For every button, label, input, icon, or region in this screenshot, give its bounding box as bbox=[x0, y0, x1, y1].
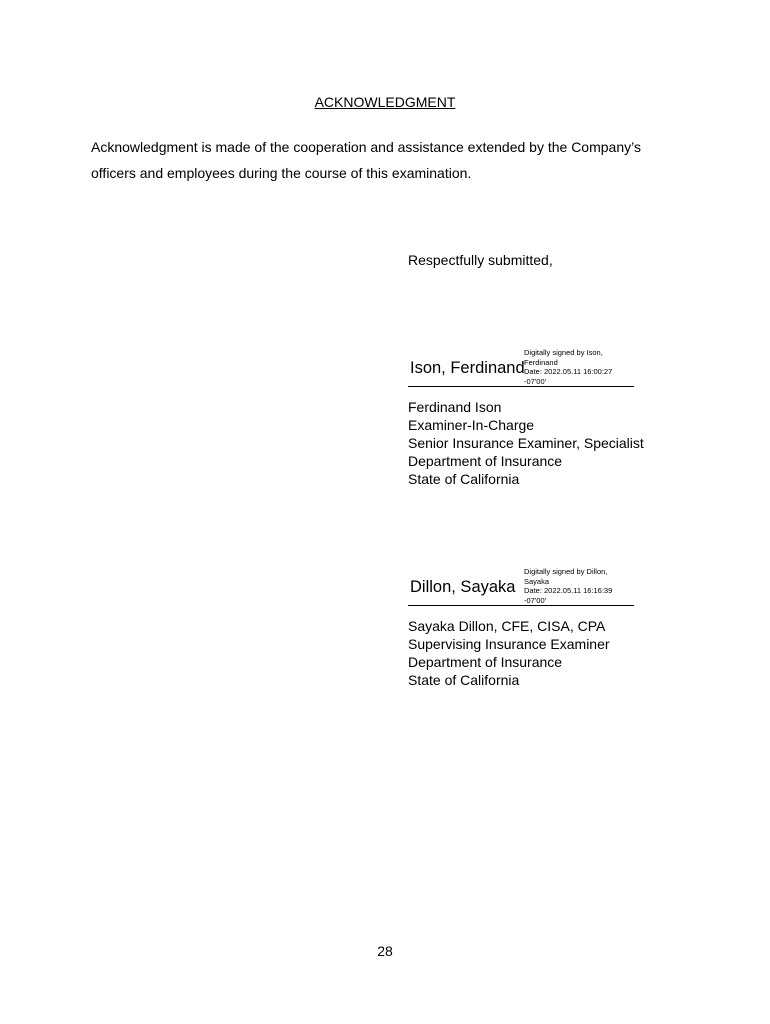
signature-block-dillon bbox=[408, 567, 634, 689]
signer-state: State of California bbox=[408, 471, 520, 487]
paragraph-line: officers and employees during the course of this examination. bbox=[91, 165, 472, 181]
digital-signature-details bbox=[524, 567, 612, 605]
acknowledgment-paragraph bbox=[91, 134, 711, 186]
signature-name: Ison, Ferdinand bbox=[410, 359, 525, 377]
digital-signature-line: Date: 2022.05.11 16:16:39 bbox=[524, 586, 613, 595]
signature-name: Dillon, Sayaka bbox=[410, 578, 516, 596]
paragraph-line: Acknowledgment is made of the cooperation and assistance extended by the Company’s bbox=[91, 139, 641, 155]
digital-signature-line: Date: 2022.05.11 16:00:27 bbox=[524, 367, 613, 376]
signer-name: Sayaka Dillon, CFE, CISA, CPA bbox=[408, 618, 606, 634]
signer-info bbox=[408, 398, 644, 488]
signer-info bbox=[408, 617, 634, 689]
signer-department: Department of Insurance bbox=[408, 453, 563, 469]
signer-title: Supervising Insurance Examiner bbox=[408, 636, 610, 652]
digital-signature-details bbox=[524, 348, 612, 386]
closing-text: Respectfully submitted, bbox=[408, 252, 553, 268]
digital-signature-line: Digitally signed by Ison, bbox=[524, 348, 603, 357]
digital-signature-line: Sayaka bbox=[524, 576, 550, 586]
signer-role: Examiner-In-Charge bbox=[408, 417, 535, 433]
signature-line bbox=[408, 567, 634, 606]
digital-signature-line: -07'00' bbox=[524, 376, 547, 386]
signature-line bbox=[408, 348, 634, 387]
digital-signature-line: Digitally signed by Dillon, bbox=[524, 567, 608, 576]
page-number: 28 bbox=[377, 943, 393, 959]
digital-signature-line: -07'00' bbox=[524, 595, 547, 605]
signature-block-ison bbox=[408, 348, 644, 488]
digital-signature-line: Ferdinand bbox=[524, 357, 558, 367]
signer-name: Ferdinand Ison bbox=[408, 399, 502, 415]
signer-state: State of California bbox=[408, 672, 520, 688]
signer-department: Department of Insurance bbox=[408, 654, 563, 670]
signer-title: Senior Insurance Examiner, Specialist bbox=[408, 435, 644, 451]
page-heading: ACKNOWLEDGMENT bbox=[314, 94, 456, 110]
